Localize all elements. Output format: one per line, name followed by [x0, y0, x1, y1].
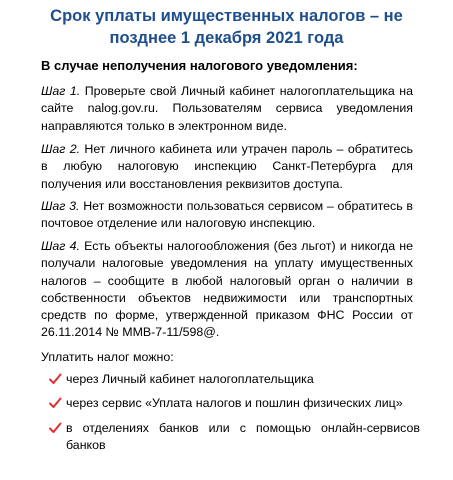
payment-option-text: через Личный кабинет налогоплательщика	[66, 372, 314, 386]
step-1-paragraph	[41, 83, 413, 135]
title-line-1: Срок уплаты имущественных налогов – не	[50, 7, 403, 25]
section-subheading: В случае неполучения налогового уведомления:	[41, 58, 358, 73]
payment-option-text: в отделениях банков или с помощью онлайн-сервисов банков	[66, 421, 420, 453]
step-3-paragraph	[41, 198, 413, 233]
payment-option-personal-account	[48, 371, 420, 388]
step-3-label: Шаг 3.	[41, 199, 80, 213]
page-title	[20, 5, 433, 49]
check-icon	[48, 421, 62, 435]
step-4-paragraph	[41, 238, 413, 342]
payment-option-service	[48, 395, 420, 412]
check-icon	[48, 372, 62, 386]
payment-lead: Уплатить налог можно:	[41, 350, 174, 364]
payment-option-banks	[48, 420, 420, 455]
step-4-text: Есть объекты налогообложения (без льгот) и никогда не получали налоговые уведомления на уплату имущественных налогов – сообщите в любой налоговый орган о наличии в собственности объектов недвижимости или транспортных средств по форме, утвержденной приказом ФНС России от 26.11.2014 № ММВ-7-11/598@.	[41, 239, 413, 340]
check-icon	[48, 396, 62, 410]
step-2-paragraph	[41, 141, 413, 193]
step-1-label: Шаг 1.	[41, 84, 81, 98]
step-2-text: Нет личного кабинета или утрачен пароль – обратитесь в любую налоговую инспекцию Санкт-Петербурга для получения или восстановления реквизитов доступа.	[41, 142, 413, 191]
step-4-label: Шаг 4.	[41, 239, 80, 253]
step-1-text: Проверьте свой Личный кабинет налогоплательщика на сайте nalog.gov.ru. Пользователям сервиса уведомления направляются только в электронном виде.	[41, 84, 413, 133]
step-2-label: Шаг 2.	[41, 142, 81, 156]
payment-option-text: через сервис «Уплата налогов и пошлин физических лиц»	[66, 396, 403, 410]
step-3-text: Нет возможности пользоваться сервисом – обратитесь в почтовое отделение или налоговую инспекцию.	[41, 199, 413, 231]
title-line-2: позднее 1 декабря 2021 года	[109, 29, 344, 47]
